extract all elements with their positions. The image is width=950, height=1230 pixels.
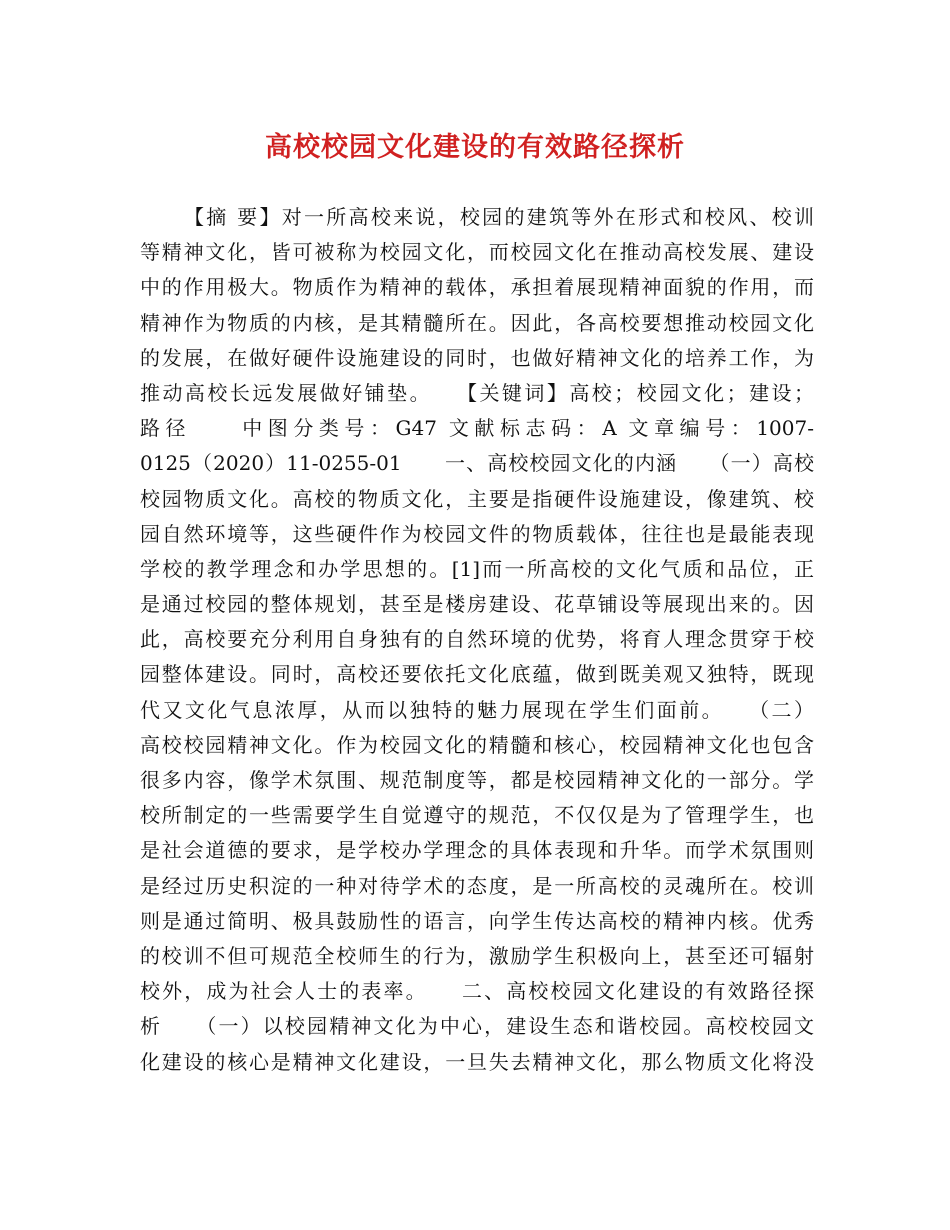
body-line: 很多内容，像学术氛围、规范制度等，都是校园精神文化的一部分。学: [140, 768, 814, 792]
body-line: 校所制定的一些需要学生自觉遵守的规范，不仅仅是为了管理学生，也: [140, 803, 814, 828]
body-line: 园自然环境等，这些硬件作为校园文件的物质载体，往往也是最能表现: [140, 521, 814, 546]
body-line: 校外，成为社会人士的表率。 二、高校校园文化建设的有效路径探: [140, 979, 814, 1004]
body-line: 推动高校长远发展做好铺垫。 【关键词】高校；校园文化；建设；: [140, 380, 814, 405]
body-line: 0125（2020）11-0255-01 一、高校校园文化的内涵 （一）高校: [140, 451, 814, 476]
body-line: 校园物质文化。高校的物质文化，主要是指硬件设施建设，像建筑、校: [140, 486, 814, 511]
body-line: 的校训不但可规范全校师生的行为，激励学生积极向上，甚至还可辐射: [140, 943, 814, 968]
body-line: 代又文化气息浓厚，从而以独特的魅力展现在学生们面前。 （二）: [140, 697, 814, 722]
body-line: 的发展，在做好硬件设施建设的同时，也做好精神文化的培养工作，为: [140, 345, 814, 370]
body-line: 高校校园精神文化。作为校园文化的精髓和核心，校园精神文化也包含: [140, 732, 814, 757]
body-line: 等精神文化，皆可被称为校园文化，而校园文化在推动高校发展、建设: [140, 240, 814, 265]
body-line: 路径 中图分类号：G47 文献标志码：A 文章编号：1007-: [140, 416, 814, 441]
body-line: 学校的教学理念和办学思想的。[1]而一所高校的文化气质和品位，正: [140, 556, 814, 581]
body-line: 析 （一）以校园精神文化为中心，建设生态和谐校园。高校校园文: [140, 1014, 814, 1039]
body-line: 此，高校要充分利用自身独有的自然环境的优势，将育人理念贯穿于校: [140, 627, 814, 652]
body-line: 园整体建设。同时，高校还要依托文化底蕴，做到既美观又独特，既现: [140, 662, 814, 687]
document-title: 高校校园文化建设的有效路径探析: [265, 132, 685, 163]
body-line: 是经过历史积淀的一种对待学术的态度，是一所高校的灵魂所在。校训: [140, 873, 814, 898]
body-line: 是社会道德的要求，是学校办学理念的具体表现和升华。而学术氛围则: [140, 838, 814, 863]
body-line: 中的作用极大。物质作为精神的载体，承担着展现精神面貌的作用，而: [140, 275, 814, 300]
body-line: 精神作为物质的内核，是其精髓所在。因此，各高校要想推动校园文化: [140, 310, 814, 335]
body-line: 则是通过简明、极具鼓励性的语言，向学生传达高校的精神内核。优秀: [140, 908, 814, 933]
document-body: [140, 200, 814, 1080]
body-line: 【摘 要】对一所高校来说，校园的建筑等外在形式和校风、校训: [184, 205, 814, 229]
body-line: 是通过校园的整体规划，甚至是楼房建设、花草铺设等展现出来的。因: [140, 592, 814, 617]
body-line: 化建设的核心是精神文化建设，一旦失去精神文化，那么物质文化将没: [140, 1049, 814, 1074]
